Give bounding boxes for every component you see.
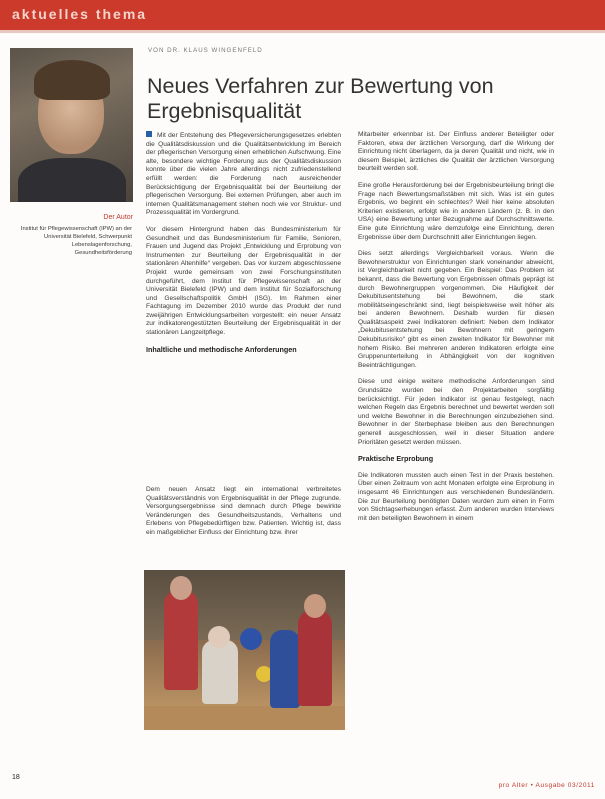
article-title: Neues Verfahren zur Bewertung von Ergebnisqualität xyxy=(147,74,494,123)
paragraph: Dies setzt allerdings Vergleichbarkeit voraus. Wenn die Bewohnerstruktur von Einrichtungen stark voneinander abweicht, ist Vergleichbarkeit nicht gegeben. Ein Beispiel: Das Problem ist bekannt, dass die Bewertung von Ergebnissen oftmals geprägt ist durch Bewohnergruppen vorgenommen. Die Häufigkeit der Dekubitusentstehung bei Bewohnern, die stark mobilitätseingeschränkt sind, liegt beispielsweise weit höher als bei anderen Bewohnern. Deshalb wurden für diesen Qualitätsaspekt zwei Indikatoren definiert: Neben dem Indikator „Dekubitusentstehung bei Bewohnern mit geringem Dekubitusrisiko“ gibt es einen zweiten Indikator für Bewohner mit hohem Risiko. Bei mehreren anderen Indikatoren erfolgte eine Gruppenunterteilung in Abhängigkeit von der kognitiven Beeinträchtigungen. xyxy=(358,250,554,369)
lead-paragraph: Mit der Entstehung des Pflegeversicherungsgesetzes erlebten die Qualitätsdiskussion und die Qualitätsentwicklung im Bereich der pflegerischen Versorgung einen erheblichen Aufschwung. Eine alte, besondere wichtige Forderung aus der Qualitätsdiskussion konnte über die vielen Jahre allerdings nicht zufriedenstellend erfüllt werden: die Forderung nach ausreichender Berücksichtigung der Ergebnisqualität bei der Beurteilung der pflegerischen Versorgung. Bei externen Prüfungen, aber auch im internen Qualitätsmanagement stehen noch wie vor Struktur- und Prozessqualität im Vordergrund. xyxy=(146,132,341,217)
section-header-bar xyxy=(0,0,605,30)
author-photo xyxy=(10,48,133,202)
page-number: 18 xyxy=(12,774,20,781)
byline: VON DR. KLAUS WINGENFELD xyxy=(148,47,263,54)
paragraph: Vor diesem Hintergrund haben das Bundesministerium für Gesundheit und das Bundesministerium für Familie, Senioren, Frauen und Jugend das Projekt „Entwicklung und Erprobung von Instrumenten zur Beurteilung der Ergebnisqualität in der stationären Altenhilfe“ vergeben. Das vor kurzem abgeschlossene Projekt wurde gemeinsam von zwei Forschungsinstituten durchgeführt, dem Institut für Pflegewissenschaft an der Universität Bielefeld (IPW) und dem Institut für Sozialforschung und Gesellschaftspolitik GmbH (ISG). Im Rahmen einer Fachtagung im Dezember 2010 wurde das Produkt der rund zweijährigen Entwicklungsarbeiten vorgestellt: ein neuer Ansatz zur indikatorengestützten Beurteilung der Ergebnisqualität in der stationären Langzeitpflege. xyxy=(146,225,341,337)
author-label: Der Autor xyxy=(103,214,133,221)
column-2 xyxy=(358,131,554,531)
section-title: aktuelles thema xyxy=(12,6,148,22)
paragraph: Die Indikatoren mussten auch einen Test in der Praxis bestehen. Über einen Zeitraum von acht Monaten erfolgte eine Erprobung in insgesamt 46 Einrichtungen aus verschiedenen Bundesländern. Die zur Beurteilung benötigten Daten wurden zum einen in Form von Stichtagserhebungen erfasst. Zum anderen wurden Interviews mit den beteiligten Bewohnern in einem xyxy=(358,471,554,522)
column-1-bottom xyxy=(146,486,341,546)
subheading: Praktische Erprobung xyxy=(358,454,434,464)
author-description: Institut für Pflegewissenschaft (IPW) an der Universität Bielefeld, Schwerpunkt Lebenslagenforschung, Gesundheitsförderung xyxy=(20,226,132,256)
paragraph: Eine große Herausforderung bei der Ergebnisbeurteilung bringt die Frage nach Bewertungsmaßstäben mit sich. Was ist ein gutes Ergebnis, wo beginnt ein schlechtes? Weil hier keine absoluten Kriterien existieren, erfolgt wie in anderen Ländern (z. B. in den USA) eine Bewertung unter Bezugnahme auf Durchschnittswerte. Eine gute Einrichtung wäre demzufolge eine Einrichtung, deren Ergebnisse über dem Durchschnitt aller Einrichtungen liegen. xyxy=(358,181,554,241)
lead-square-icon xyxy=(146,131,152,137)
journal-footer: pro Alter • Ausgabe 03/2011 xyxy=(498,782,595,789)
paragraph: Diese und einige weitere methodische Anforderungen sind Grundsätze wurden bei den Projektarbeiten sorgfältig berücksichtigt. Für jeden Indikator ist genau festgelegt, nach welchen Regeln das Ergebnis berechnet und bewertet werden soll und welche Bewohner in die Berechnungen einzubeziehen sind. Bewohner in der Sterbephase bleiben aus den Berechnungen generell ausgeschlossen, weil in dieser Situation andere Prioritäten gesetzt werden müssen. xyxy=(358,378,554,446)
subheading: Inhaltliche und methodische Anforderungen xyxy=(146,344,297,354)
paragraph: Mitarbeiter erkennbar ist. Der Einfluss anderer Beteiligter oder Faktoren, etwa der ärztlichen Versorgung, darf die Wirkung der Einrichtung nicht überlagern, da ja deren Qualität und nicht, wie in diesem Beispiel, ärztliches die Qualität der ärztlichen Versorgung beurteilt werden soll. xyxy=(358,131,554,173)
column-1-top xyxy=(146,131,341,362)
header-divider xyxy=(0,30,605,33)
article-photo-care-home xyxy=(144,570,345,730)
paragraph: Dem neuen Ansatz liegt ein international verbreitetes Qualitätsverständnis von Ergebnisqualität in der Pflege zugrunde. Versorgungsergebnisse sind demnach durch Pflege bewirkte Veränderungen des Gesundheitszustands, Verhaltens und Erlebens von Pflegebedürftigen bzw. Patienten. Wichtig ist, dass ein maßgeblicher Einfluss der Einrichtung bzw. ihrer xyxy=(146,486,341,536)
